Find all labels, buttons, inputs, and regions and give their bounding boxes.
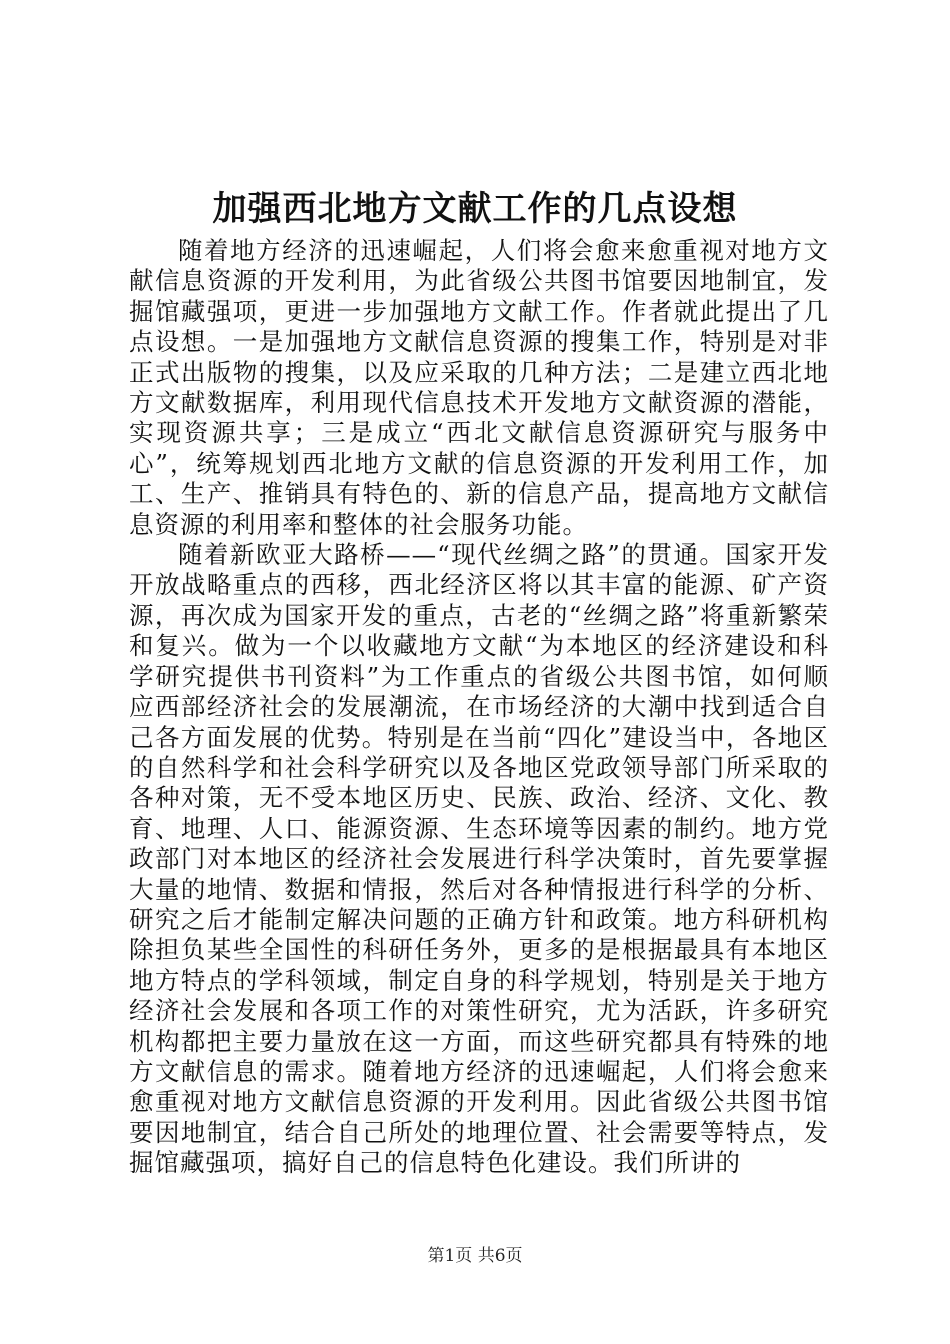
paragraph-1: 随着地方经济的迅速崛起，人们将会愈来愈重视对地方文献信息资源的开发利用，为此省级公共图书馆要因地制宜，发掘馆藏强项，更进一步加强地方文献工作。作者就此提出了几点设想。一是加强地方文献信息资源的搜集工作，特别是对非正式出版物的搜集，以及应采取的几种方法；二是建立西北地方文献数据库，利用现代信息技术开发地方文献资源的潜能，实现资源共享；三是成立“西北文献信息资源研究与服务中心”，统筹规划西北地方文献的信息资源的开发利用工作，加工、生产、推销具有特色的、新的信息产品，提高地方文献信息资源的利用率和整体的社会服务功能。	[129, 236, 829, 539]
document-title: 加强西北地方文献工作的几点设想	[212, 189, 738, 229]
page-number-footer: 第1页 共6页	[427, 1246, 523, 1266]
document-body	[129, 236, 829, 1179]
paragraph-2: 随着新欧亚大路桥——“现代丝绸之路”的贯通。国家开发开放战略重点的西移，西北经济区将以其丰富的能源、矿产资源，再次成为国家开发的重点，古老的“丝绸之路”将重新繁荣和复兴。做为一个以收藏地方文献“为本地区的经济建设和科学研究提供书刊资料”为工作重点的省级公共图书馆，如何顺应西部经济社会的发展潮流，在市场经济的大潮中找到适合自己各方面发展的优势。特别是在当前“四化”建设当中，各地区的自然科学和社会科学研究以及各地区党政领导部门所采取的各种对策，无不受本地区历史、民族、政治、经济、文化、教育、地理、人口、能源资源、生态环境等因素的制约。地方党政部门对本地区的经济社会发展进行科学决策时，首先要掌握大量的地情、数据和情报，然后对各种情报进行科学的分析、研究之后才能制定解决问题的正确方针和政策。地方科研机构除担负某些全国性的科研任务外，更多的是根据最具有本地区地方特点的学科领域，制定自身的科学规划，特别是关于地方经济社会发展和各项工作的对策性研究，尤为活跃，许多研究机构都把主要力量放在这一方面，而这些研究都具有特殊的地方文献信息的需求。随着地方经济的迅速崛起，人们将会愈来愈重视对地方文献信息资源的开发利用。因此省级公共图书馆要因地制宜，结合自己所处的地理位置、社会需要等特点，发掘馆藏强项，搞好自己的信息特色化建设。我们所讲的	[129, 540, 829, 1178]
